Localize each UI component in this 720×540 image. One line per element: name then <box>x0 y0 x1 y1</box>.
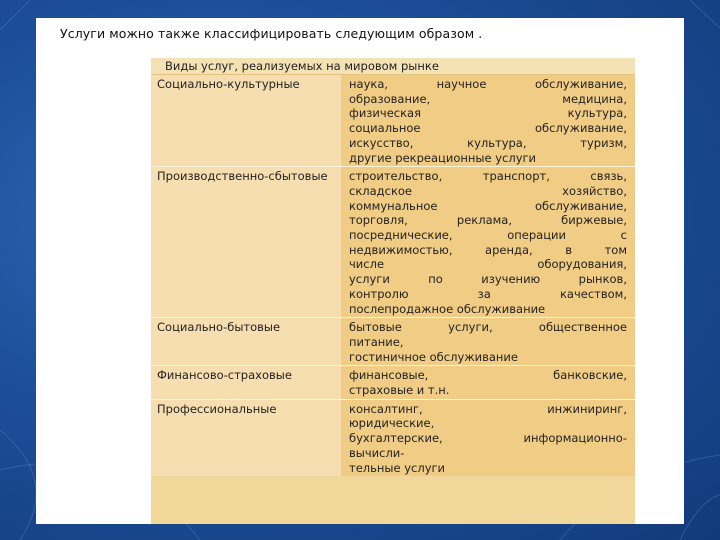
service-type-description <box>341 167 635 317</box>
description-line: социальное обслуживание, <box>349 121 627 136</box>
description-line: числе оборудования, <box>349 257 627 272</box>
description-line: финансовые, банковские, <box>349 368 627 383</box>
description-line: искусство, культура, туризм, <box>349 135 627 150</box>
description-line: торговля, реклама, биржевые, <box>349 213 627 228</box>
description-line: послепродажное обслуживание <box>349 301 546 316</box>
table-row <box>151 400 635 477</box>
description-line: строительство, транспорт, связь, <box>349 169 627 184</box>
service-type-description <box>341 366 635 398</box>
description-line: образование, медицина, <box>349 91 627 106</box>
table-row <box>151 75 635 167</box>
service-type-description <box>341 75 635 166</box>
description-line: коммунальное обслуживание, <box>349 198 627 213</box>
description-line: бухгалтерские, информационно- <box>349 431 627 446</box>
table-row <box>151 366 635 399</box>
description-line: питание, <box>349 334 404 349</box>
description-line: вычисли- <box>349 445 405 460</box>
service-type-name: Производственно-сбытовые <box>151 167 341 317</box>
table-body <box>151 75 635 476</box>
description-line: услуги по изучению рынков, <box>349 272 627 287</box>
description-line: контролю за качеством, <box>349 286 627 301</box>
description-line: консалтинг, инжиниринг, <box>349 401 627 416</box>
description-line: физическая культура, <box>349 106 627 121</box>
table-row <box>151 167 635 318</box>
description-line: тельные услуги <box>349 460 446 475</box>
description-line: складское хозяйство, <box>349 183 627 198</box>
service-type-name: Социально-бытовые <box>151 318 341 365</box>
description-line: гостиничное обслуживание <box>349 349 518 364</box>
table-title: Виды услуг, реализуемых на мировом рынке <box>151 58 635 75</box>
slide-heading: Услуги можно также классифицировать следующим образом . <box>60 26 483 41</box>
service-type-description <box>341 318 635 365</box>
description-line: другие рекреационные услуги <box>349 150 537 165</box>
description-line: наука, научное обслуживание, <box>349 77 627 91</box>
description-line: бытовые услуги, общественное <box>349 320 627 335</box>
service-type-name: Социально-культурные <box>151 75 341 166</box>
description-line: посреднические, операции с <box>349 228 627 243</box>
table-row <box>151 318 635 366</box>
services-table <box>151 58 635 524</box>
description-line: страховые и т.н. <box>349 383 450 398</box>
slide <box>36 18 684 524</box>
service-type-name: Профессиональные <box>151 400 341 477</box>
description-line: юридические, <box>349 416 435 431</box>
service-type-name: Финансово-страховые <box>151 366 341 398</box>
description-line: недвижимостью, аренда, в том <box>349 242 627 257</box>
service-type-description <box>341 400 635 477</box>
